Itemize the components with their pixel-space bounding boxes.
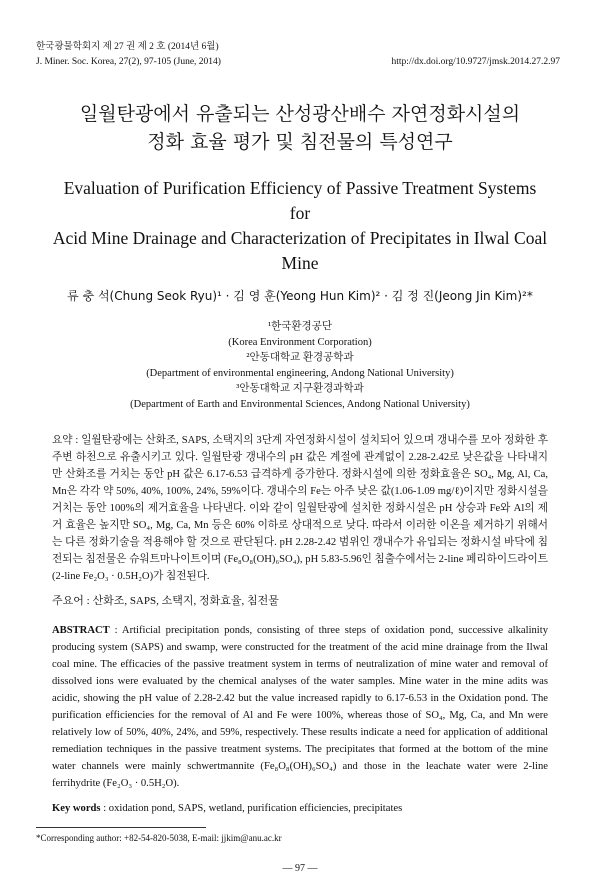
english-abstract (52, 622, 548, 792)
affiliation-line: ¹한국환경공단 (267, 321, 332, 332)
journal-header (36, 40, 560, 70)
english-title-line: Acid Mine Drainage and Characterization of Precipitates in Ilwal Coal Mine (52, 228, 548, 273)
english-title-line: Evaluation of Purification Efficiency of Passive Treatment Systems for (63, 178, 537, 223)
page-number: — 97 — (282, 863, 318, 874)
korean-keywords-label: 주요어 : (52, 595, 93, 607)
korean-abstract-text: 일월탄광에는 산화조, SAPS, 소택지의 3단계 자연정화시설이 설치되어 있으며 갱내수를 모아 정화한 후 주변 하천으로 유출시키고 있다. 일월탄광 갱내수의 pH 값은 계절에 관계없이 2.28-2.42로 낮은값을 나타내지만 산화조를 거치는 동안 pH 값은 6.17-6.53 급격하게 증가한다. 정화시설에 의한 정화효율은 SO₄, Mg, Al, Ca, Mn은 각각 약 50%, 40%, 100%, 24%, 59%이다. 갱내수의 Fe는 아주 낮은 값(1.06-1.09 mg/ℓ)이지만 정화시설을 거치는 동안 100%의 제거효율을 나타낸다. 이와 같이 일월탄광에 설치한 정화시설은 pH 상승과 Fe와 Al의 제거 효율은 높지만 SO₄, Mg, Ca, Mn 등은 60% 이하로 상대적으로 낮다. 따라서 이러한 이온을 제거하기 위해서는 다른 정화기술을 적용해야 할 것으로 판단된다. pH 2.28-2.42 범위인 갱내수가 유입되는 정화시설 바닥에 침전되는 침전물은 슈워트마나이트이며 (Fe₈O₈(OH)₆SO₄), pH 5.83-5.96인 침출수에서는 2-line 페리하이드라이트(2-line Fe₂O₃ · 0.5H₂O)가 침전된다. (52, 435, 548, 582)
english-abstract-label: ABSTRACT (52, 625, 110, 636)
korean-keywords (52, 593, 548, 610)
english-abstract-text: : Artificial precipitation ponds, consisting of three steps of oxidation pond, successive alkalinity producing system (SAPS) and swamp, were constructed for the treatment of the acid mine drainage from the Ilwal coal mine. The efficacies of the passive treatment system in terms of neutralization of mine water and removal of dissolved ions were evaluated by the chemical analyses of the water samples. Mine water in the mine adits was acidic, showing the pH value of 2.28-2.42 but the value increased rapidly to 6.17-6.53 in the Oxidation pond. The purification efficiencies for the removal of Al and Fe were 100%, whereas those of SO₄, Mg, Ca, and Mn were relatively low of 50%, 40%, 24%, and 59%, respectively. These results indicate a need for application of additional remediation techniques in the passive treatment systems. The precipitates that formed at the bottom of the mine water channels were mainly schwertmannite (Fe₈O₈(OH)₆SO₄) and those in the leachate water were 2-line ferrihydrite (Fe₂O₃ · 0.5H₂O). (52, 625, 548, 789)
korean-title-line: 정화 효율 평가 및 침전물의 특성연구 (147, 131, 453, 153)
korean-keywords-text: 산화조, SAPS, 소택지, 정화효율, 침전물 (92, 595, 279, 607)
footnote-divider (36, 827, 206, 828)
korean-abstract (52, 432, 548, 585)
journal-name-ko: 한국광물학회지 제 27 권 제 2 호 (2014년 6월) (36, 42, 219, 52)
korean-abstract-label: 요약 : (52, 435, 82, 446)
spacer (52, 817, 548, 827)
english-keywords-label: Key words (52, 803, 101, 814)
affiliation-line: (Department of Earth and Environmental Sciences, Andong National University) (130, 398, 470, 410)
author-list: 류 충 석(Chung Seok Ryu)¹ · 김 영 훈(Yeong Hun Kim)² · 김 정 진(Jeong Jin Kim)²* (67, 289, 533, 303)
affiliation-line: (Department of environmental engineering, Andong National University) (146, 367, 454, 379)
korean-title-line: 일월탄광에서 유출되는 산성광산배수 자연정화시설의 (79, 103, 521, 125)
doi-link[interactable]: http://dx.doi.org/10.9727/jmsk.2014.27.2.97 (391, 57, 560, 67)
journal-citation-row (36, 55, 560, 70)
english-keywords-text: : oxidation pond, SAPS, wetland, purification efficiencies, precipitates (100, 803, 403, 814)
affiliations (52, 319, 548, 412)
journal-citation-en: J. Miner. Soc. Korea, 27(2), 97-105 (June, 2014) (36, 57, 221, 67)
corresponding-author-footnote: *Corresponding author: +82-54-820-5038, E-mail: jjkim@anu.ac.kr (36, 833, 282, 843)
english-keywords (52, 800, 548, 817)
affiliation-line: (Korea Environment Corporation) (228, 336, 372, 348)
english-title (52, 176, 548, 276)
affiliation-line: ²안동대학교 환경공학과 (246, 352, 354, 363)
korean-title (52, 100, 548, 156)
affiliation-line: ³안동대학교 지구환경과학과 (236, 383, 364, 394)
